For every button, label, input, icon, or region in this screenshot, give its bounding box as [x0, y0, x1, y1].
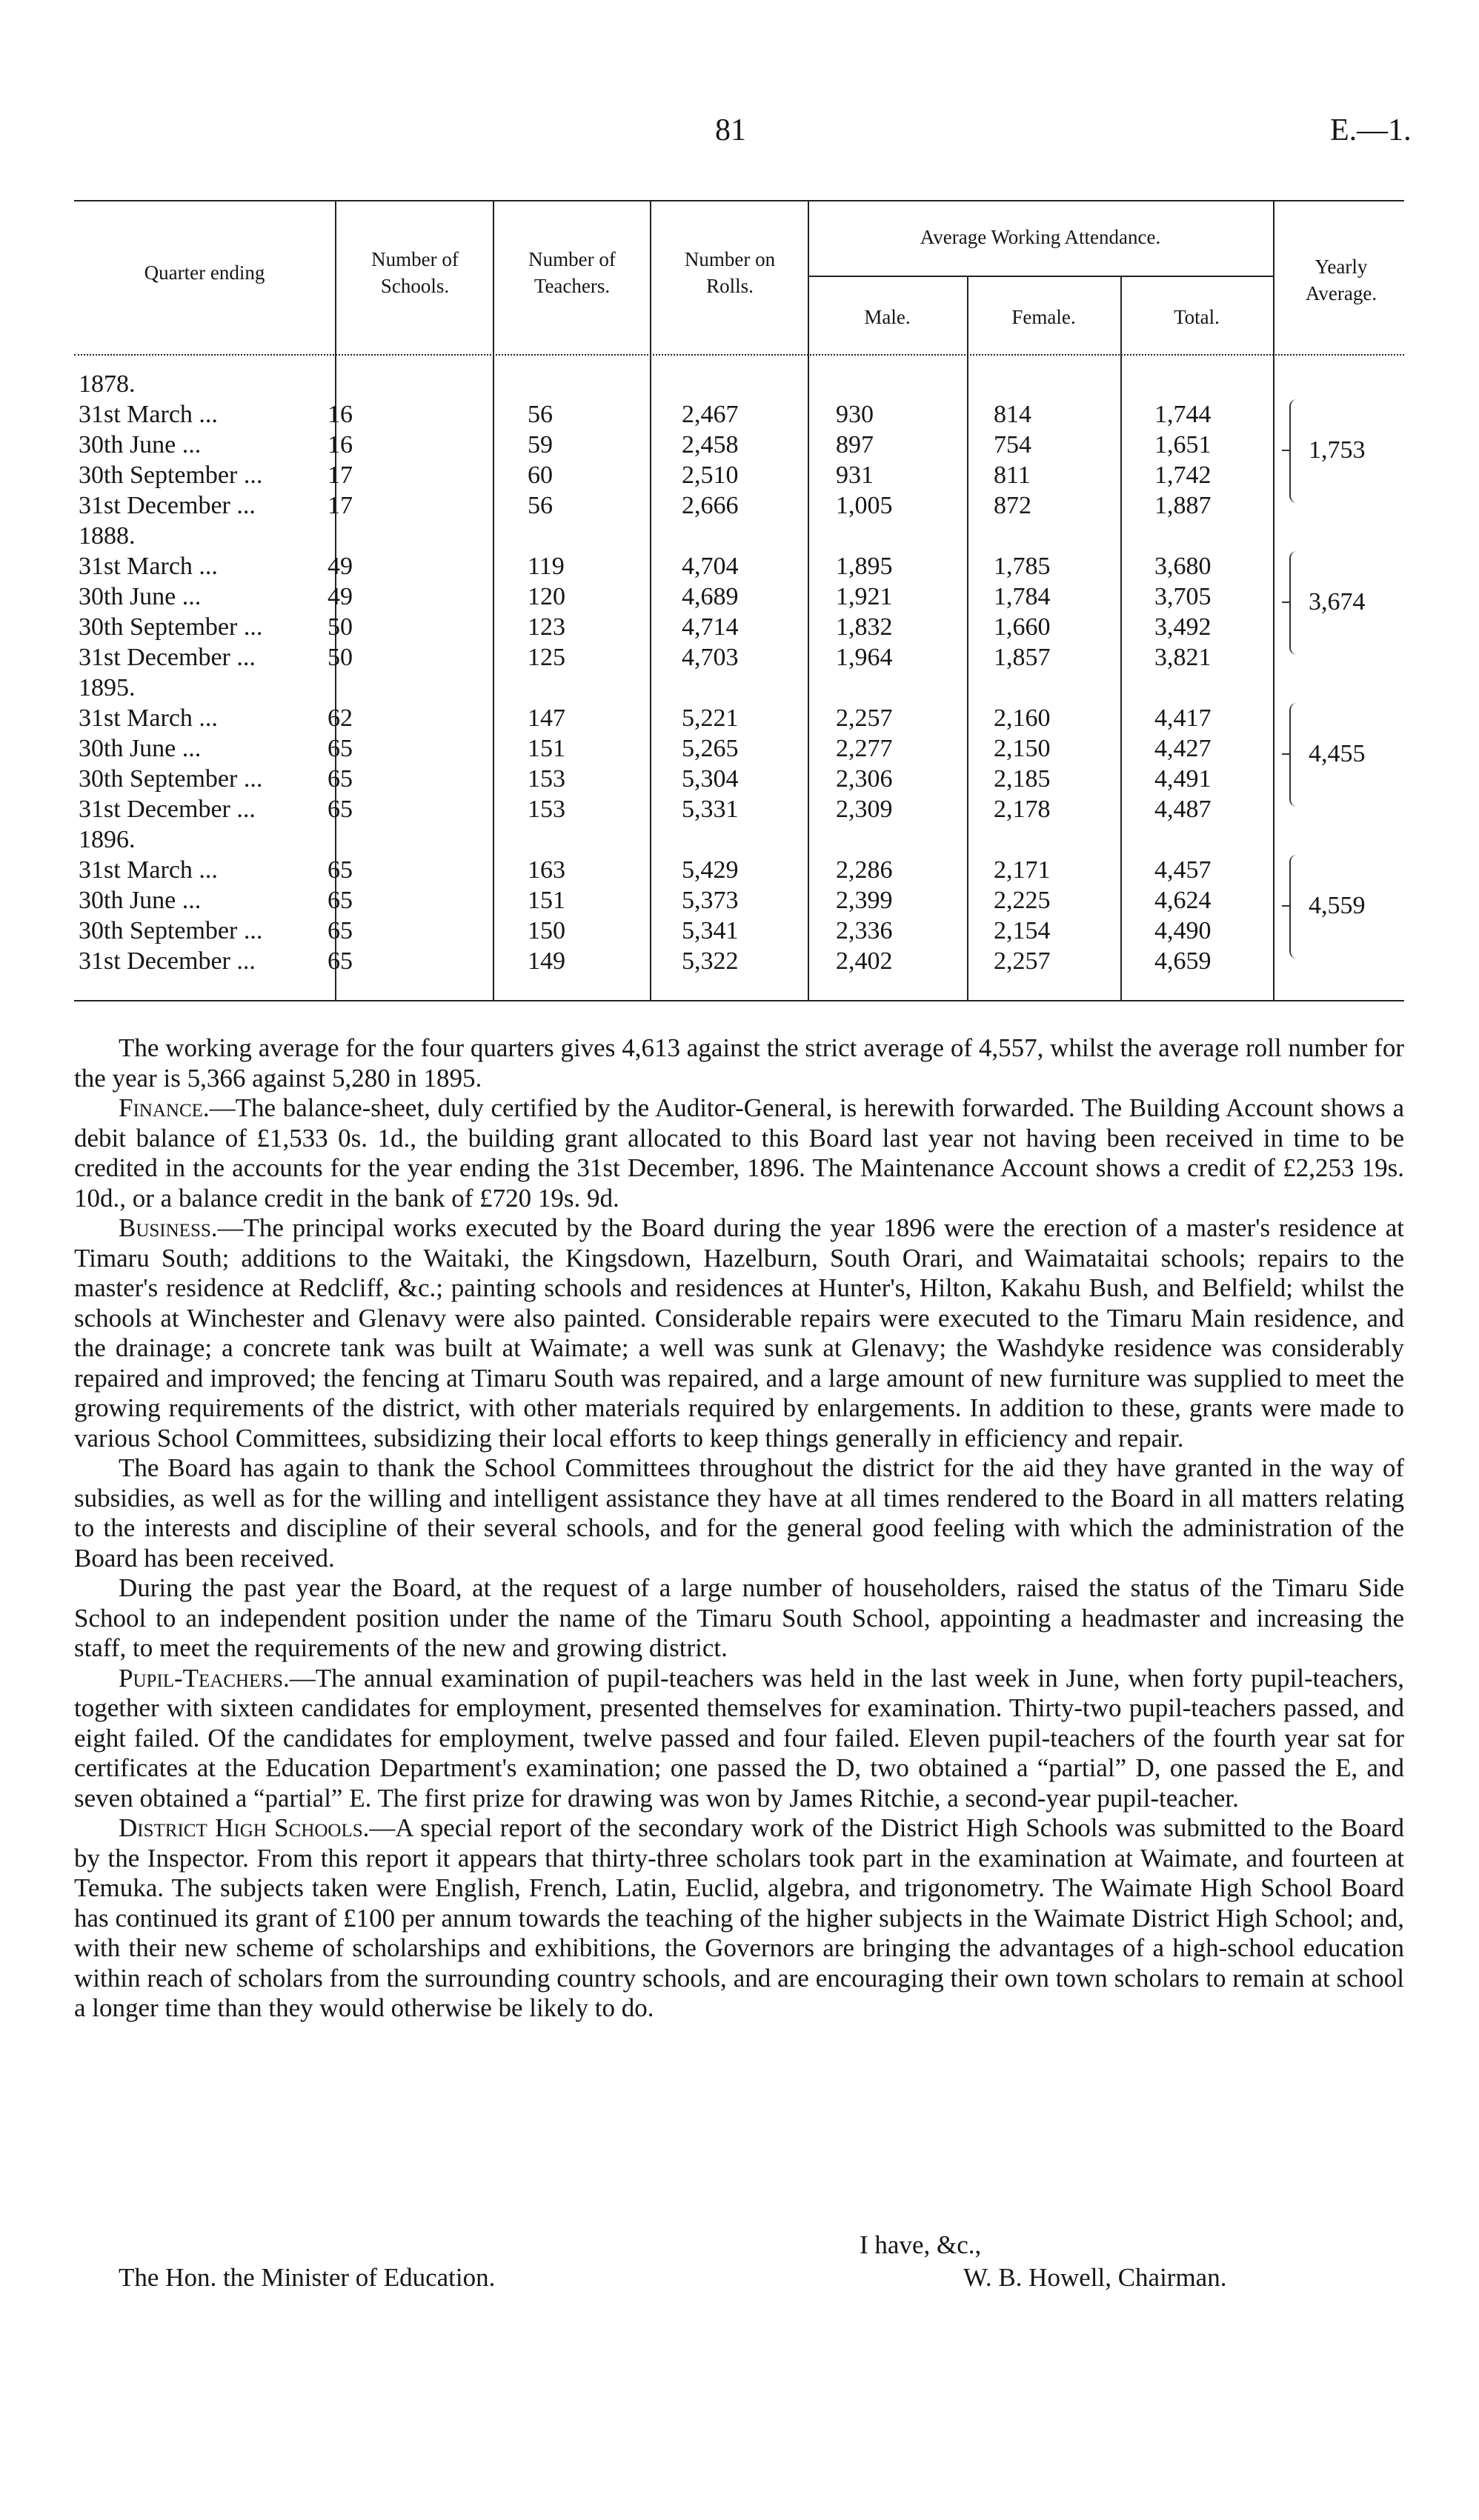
teachers-cell: 56: [528, 492, 553, 519]
total-cell: 4,487: [1154, 796, 1212, 823]
rolls-cell: 5,322: [682, 947, 739, 975]
teachers-cell: 153: [528, 796, 565, 823]
salutation: I have, &c.,: [860, 2230, 982, 2259]
table-row: [74, 581, 1404, 612]
yearly-average-value: 4,559: [1309, 892, 1366, 919]
female-cell: 2,160: [994, 704, 1051, 732]
year-row: [74, 673, 1404, 703]
table-row: [74, 885, 1404, 916]
rolls-cell: 4,704: [682, 553, 739, 580]
rolls-cell: 5,331: [682, 796, 739, 823]
rolls-cell: 4,703: [682, 644, 739, 671]
schools-cell: 65: [328, 856, 353, 884]
rolls-cell: 5,429: [682, 856, 739, 884]
header-schools: Number of Schools.: [371, 248, 459, 297]
paragraph-text: The Board has again to thank the School Committees throughout the district for the aid they have granted in the way of subsidies, as well as for the willing and intelligent assistance they have at all times rendered to the Board in all matters relating to the interests and discipline of their several schools, and for the general good feeling with which the administration of the Board has been received.: [74, 1453, 1404, 1573]
document-reference: E.—1.: [1330, 113, 1412, 147]
table-row: [74, 764, 1404, 794]
paragraph-text: —A special report of the secondary work of the District High Schools was submitted to the Board by the Inspector. From this report it appears that thirty-three scholars took part in the examination at Waimate, and fourteen at Temuka. The subjects taken were English, French, Latin, Euclid, algebra, and trigonometry. The Waimate High School Board has continued its grant of £100 per annum towards the teaching of the higher subjects in the Waimate District High School; and, with their new scheme of scholarships and exhibitions, the Governors are bringing the advantages of a high-school education within reach of scholars from the surrounding country schools, and are encouraging their own town scholars to remain at school a longer time than they would otherwise be likely to do.: [74, 1813, 1404, 2022]
schools-cell: 50: [328, 644, 353, 671]
total-cell: 1,742: [1154, 461, 1212, 489]
table-row: [74, 612, 1404, 642]
male-cell: 2,286: [836, 856, 893, 884]
paragraph-finance: [74, 1093, 1404, 1213]
page-number: 81: [715, 113, 746, 147]
paragraph-text: —The annual examination of pupil-teachers was held in the last week in June, when forty pupil-teachers, together with sixteen candidates for employment, presented themselves for examination. Thirty-two pupil-teachers passed, and eight failed. Of the candidates for employment, twelve passed and four failed. Eleven pupil-teachers of the fourth year sat for certificates at the Education Department's examination; one passed the D, two obtained a “partial” D, one passed the E, and seven obtained a “partial” E. The first prize for drawing was won by James Ritchie, a second-year pupil-teacher.: [74, 1663, 1404, 1813]
header-total: Total.: [1174, 306, 1220, 328]
total-cell: 1,887: [1154, 492, 1212, 519]
rolls-cell: 2,458: [682, 431, 739, 459]
schools-cell: 16: [328, 431, 353, 459]
quarter-cell: 31st March ...: [79, 553, 218, 580]
schools-cell: 50: [328, 613, 353, 641]
male-cell: 2,336: [836, 917, 893, 944]
table-top-rule: [74, 200, 1404, 201]
teachers-cell: 163: [528, 856, 565, 884]
teachers-cell: 153: [528, 765, 565, 793]
male-cell: 1,964: [836, 644, 893, 671]
header-rolls: Number on Rolls.: [684, 248, 776, 297]
report-body: [74, 1033, 1404, 2024]
yearly-average-value: 3,674: [1309, 588, 1366, 616]
rolls-cell: 5,341: [682, 917, 739, 944]
table-row: [74, 794, 1404, 824]
table-row: [74, 460, 1404, 490]
quarter-cell: 30th September ...: [79, 461, 263, 489]
rolls-cell: 5,265: [682, 735, 739, 762]
signature: W. B. Howell, Chairman.: [963, 2263, 1227, 2292]
total-cell: 3,492: [1154, 613, 1212, 641]
teachers-cell: 123: [528, 613, 565, 641]
female-cell: 1,784: [994, 583, 1051, 610]
total-cell: 4,490: [1154, 917, 1212, 944]
schools-cell: 65: [328, 796, 353, 823]
teachers-cell: 59: [528, 431, 553, 459]
total-cell: 4,491: [1154, 765, 1212, 793]
header-quarter: Quarter ending: [144, 261, 265, 284]
table-row: [74, 733, 1404, 764]
quarter-cell: 30th June ...: [79, 583, 202, 610]
yearly-average-value: 4,455: [1309, 740, 1366, 767]
male-cell: 930: [836, 401, 874, 428]
male-cell: 2,402: [836, 947, 893, 975]
schools-cell: 62: [328, 704, 353, 732]
total-cell: 4,417: [1154, 704, 1212, 732]
table-row: [74, 946, 1404, 976]
male-cell: 2,309: [836, 796, 893, 823]
quarter-cell: 31st December ...: [79, 644, 256, 671]
quarter-cell: 30th September ...: [79, 765, 263, 793]
female-cell: 2,257: [994, 947, 1051, 975]
female-cell: 754: [994, 431, 1031, 459]
male-cell: 1,895: [836, 553, 893, 580]
male-cell: 897: [836, 431, 874, 459]
table-body: [74, 369, 1404, 976]
total-cell: 3,705: [1154, 583, 1212, 610]
total-cell: 4,659: [1154, 947, 1212, 975]
header-yearly-average: Yearly Average.: [1305, 256, 1377, 304]
male-cell: 2,277: [836, 735, 893, 762]
quarter-cell: 30th September ...: [79, 917, 263, 944]
paragraph-pupil-teachers: [74, 1664, 1404, 1814]
paragraph-heading: Business.: [119, 1213, 218, 1242]
rolls-cell: 2,666: [682, 492, 739, 519]
table-row: [74, 916, 1404, 946]
total-cell: 1,744: [1154, 401, 1212, 428]
paragraph-text: The working average for the four quarters gives 4,613 against the strict average of 4,557, whilst the average roll number for the year is 5,366 against 5,280 in 1895.: [74, 1033, 1404, 1093]
year-label: 1895.: [79, 674, 136, 701]
header-teachers: Number of Teachers.: [528, 248, 616, 297]
paragraph-business: [74, 1213, 1404, 1453]
female-cell: 2,154: [994, 917, 1051, 944]
schools-cell: 49: [328, 583, 353, 610]
header-male: Male.: [864, 306, 911, 328]
paragraph-working-average: [74, 1033, 1404, 1093]
quarter-cell: 31st December ...: [79, 796, 256, 823]
male-cell: 2,399: [836, 887, 893, 914]
rolls-cell: 4,689: [682, 583, 739, 610]
teachers-cell: 150: [528, 917, 565, 944]
schools-cell: 17: [328, 492, 353, 519]
year-row: [74, 824, 1404, 855]
total-cell: 4,624: [1154, 887, 1212, 914]
year-row: [74, 521, 1404, 551]
male-cell: 2,257: [836, 704, 893, 732]
rolls-cell: 5,304: [682, 765, 739, 793]
female-cell: 1,857: [994, 644, 1051, 671]
year-row: [74, 369, 1404, 399]
quarter-cell: 30th June ...: [79, 887, 202, 914]
teachers-cell: 120: [528, 583, 565, 610]
total-cell: 3,821: [1154, 644, 1212, 671]
male-cell: 931: [836, 461, 874, 489]
schools-cell: 65: [328, 735, 353, 762]
total-cell: 4,427: [1154, 735, 1212, 762]
teachers-cell: 147: [528, 704, 565, 732]
paragraph-text: During the past year the Board, at the request of a large number of householders, raised the status of the Timaru Side School to an independent position under the name of the Timaru South School, appointing a headmaster and increasing the staff, to meet the requirements of the new and growing district.: [74, 1573, 1404, 1662]
schools-cell: 65: [328, 947, 353, 975]
attendance-table: [74, 200, 1404, 1022]
quarter-cell: 30th June ...: [79, 735, 202, 762]
male-cell: 2,306: [836, 765, 893, 793]
quarter-cell: 30th June ...: [79, 431, 202, 459]
year-label: 1888.: [79, 522, 136, 550]
female-cell: 872: [994, 492, 1031, 519]
teachers-cell: 60: [528, 461, 553, 489]
schools-cell: 65: [328, 887, 353, 914]
paragraph-timaru-south: [74, 1573, 1404, 1664]
female-cell: 2,225: [994, 887, 1051, 914]
female-cell: 814: [994, 401, 1031, 428]
teachers-cell: 125: [528, 644, 565, 671]
year-label: 1896.: [79, 826, 136, 853]
paragraph-text: —The balance-sheet, duly certified by the Auditor-General, is herewith forwarded. The Building Account shows a debit balance of £1,533 0s. 1d., the building grant allocated to this Board last year not having been received in time to be credited in the accounts for the year ending the 31st December, 1896. The Maintenance Account shows a credit of £2,253 19s. 10d., or a balance credit in the bank of £720 19s. 9d.: [74, 1093, 1404, 1213]
quarter-cell: 30th September ...: [79, 613, 263, 641]
header-attendance: Average Working Attendance.: [920, 226, 1161, 248]
rolls-cell: 5,373: [682, 887, 739, 914]
yearly-average-value: 1,753: [1309, 436, 1366, 464]
table-bottom-rule: [74, 1000, 1404, 1001]
female-cell: 2,150: [994, 735, 1051, 762]
paragraph-heading: District High Schools.: [119, 1813, 370, 1842]
teachers-cell: 151: [528, 735, 565, 762]
schools-cell: 65: [328, 917, 353, 944]
schools-cell: 49: [328, 553, 353, 580]
attendance-subheader-rule: [808, 276, 1273, 277]
schools-cell: 16: [328, 401, 353, 428]
schools-cell: 65: [328, 765, 353, 793]
header-female: Female.: [1011, 306, 1076, 328]
table-row: [74, 430, 1404, 460]
rolls-cell: 4,714: [682, 613, 739, 641]
quarter-cell: 31st December ...: [79, 492, 256, 519]
total-cell: 3,680: [1154, 553, 1212, 580]
rolls-cell: 5,221: [682, 704, 739, 732]
year-label: 1878.: [79, 370, 136, 398]
quarter-cell: 31st March ...: [79, 704, 218, 732]
paragraph-thanks: [74, 1453, 1404, 1573]
schools-cell: 17: [328, 461, 353, 489]
addressee: The Hon. the Minister of Education.: [119, 2263, 496, 2292]
female-cell: 2,171: [994, 856, 1051, 884]
paragraph-heading: Finance.: [119, 1093, 210, 1122]
rolls-cell: 2,510: [682, 461, 739, 489]
teachers-cell: 56: [528, 401, 553, 428]
paragraph-heading: Pupil-Teachers.: [119, 1663, 290, 1693]
teachers-cell: 151: [528, 887, 565, 914]
table-row: [74, 490, 1404, 521]
female-cell: 2,185: [994, 765, 1051, 793]
paragraph-text: —The principal works executed by the Board during the year 1896 were the erection of a master's residence at Timaru South; additions to the Waitaki, the Kingsdown, Hazelburn, South Orari, and Waimataitai schools; repairs to the master's residence at Redcliff, &c.; painting schools and residences at Hunter's, Hilton, Kakahu Bush, and Belfield; whilst the schools at Winchester and Glenavy were also painted. Considerable repairs were executed to the Timaru Main residence, and the drainage; a concrete tank was built at Waimate; a well was sunk at Glenavy; the Washdyke residence was considerably repaired and improved; the fencing at Timaru South was repaired, and a large amount of new furniture was supplied to meet the growing requirements of the district, with other materials required by enlargements. In addition to these, grants were made to various School Committees, subsidizing their local efforts to keep things generally in efficiency and repair.: [74, 1213, 1404, 1453]
female-cell: 811: [994, 461, 1031, 489]
header-rule: [74, 354, 1404, 356]
female-cell: 1,785: [994, 553, 1051, 580]
total-cell: 1,651: [1154, 431, 1212, 459]
quarter-cell: 31st December ...: [79, 947, 256, 975]
male-cell: 1,005: [836, 492, 893, 519]
male-cell: 1,832: [836, 613, 893, 641]
teachers-cell: 119: [528, 553, 565, 580]
total-cell: 4,457: [1154, 856, 1212, 884]
female-cell: 2,178: [994, 796, 1051, 823]
male-cell: 1,921: [836, 583, 893, 610]
quarter-cell: 31st March ...: [79, 856, 218, 884]
quarter-cell: 31st March ...: [79, 401, 218, 428]
paragraph-district-high-schools: [74, 1813, 1404, 2024]
rolls-cell: 2,467: [682, 401, 739, 428]
teachers-cell: 149: [528, 947, 565, 975]
table-row: [74, 642, 1404, 673]
female-cell: 1,660: [994, 613, 1051, 641]
